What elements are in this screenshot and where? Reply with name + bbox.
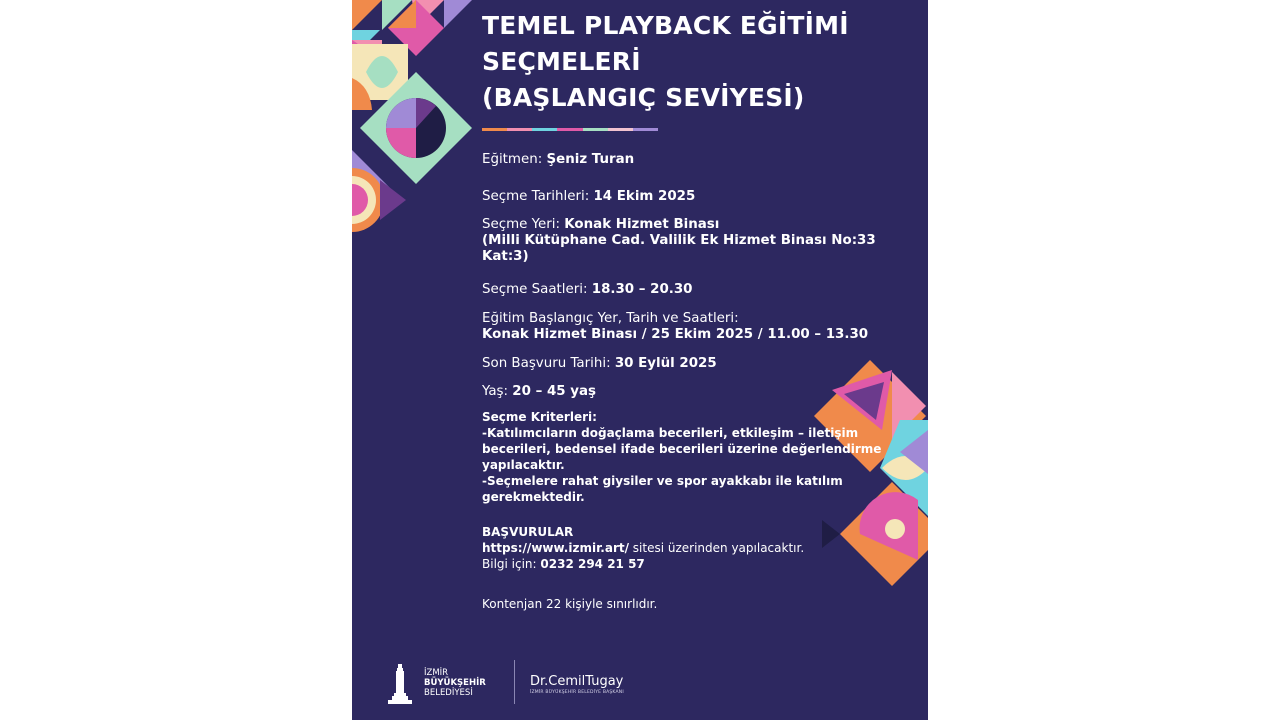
logo-line-3: BELEDİYESİ bbox=[424, 688, 473, 698]
footer-separator bbox=[514, 660, 515, 704]
logo-line-1: İZMİR bbox=[424, 668, 449, 678]
info-line bbox=[482, 556, 882, 572]
dates-value: 14 Ekim 2025 bbox=[593, 189, 696, 204]
training-start-label: Eğitim Başlangıç Yer, Tarih ve Saatleri: bbox=[482, 311, 739, 326]
title-line-1: TEMEL PLAYBACK EĞİTİMİ bbox=[482, 11, 849, 40]
selection-dates bbox=[482, 189, 695, 205]
age-label: Yaş: bbox=[482, 384, 509, 399]
poster bbox=[352, 0, 928, 720]
mayor-title: İZMİR BÜYÜKŞEHİR BELEDİYE BAŞKANI bbox=[530, 690, 624, 695]
instructor-label: Eğitmen: bbox=[482, 152, 543, 167]
deadline-label: Son Başvuru Tarihi: bbox=[482, 356, 611, 371]
divider-segment bbox=[608, 128, 633, 131]
venue-address-1: (Milli Kütüphane Cad. Valilik Ek Hizmet Binası No:33 bbox=[482, 233, 876, 248]
dates-label: Seçme Tarihleri: bbox=[482, 189, 590, 204]
poster-title bbox=[482, 8, 902, 116]
age-range bbox=[482, 384, 596, 400]
criteria-line: gerekmektedir. bbox=[482, 490, 585, 504]
title-line-2: SEÇMELERİ bbox=[482, 47, 641, 76]
criteria-heading: Seçme Kriterleri: bbox=[482, 410, 597, 424]
info-phone: 0232 294 21 57 bbox=[540, 557, 645, 571]
divider-segment bbox=[532, 128, 557, 131]
divider-segment bbox=[557, 128, 582, 131]
applications-url-suffix: sitesi üzerinden yapılacaktır. bbox=[628, 541, 805, 555]
selection-criteria bbox=[482, 409, 882, 505]
content bbox=[482, 8, 902, 611]
venue-label: Seçme Yeri: bbox=[482, 217, 561, 232]
instructor-value: Şeniz Turan bbox=[546, 152, 635, 167]
applications bbox=[482, 524, 882, 572]
criteria-line: -Seçmelere rahat giysiler ve spor ayakkabı ile katılım bbox=[482, 474, 843, 488]
instructor bbox=[482, 152, 634, 168]
logo-line-2: BÜYÜKŞEHİR bbox=[424, 678, 486, 688]
divider-segment bbox=[482, 128, 507, 131]
venue-value: Konak Hizmet Binası bbox=[564, 217, 720, 232]
mayor-signature: Dr.CemilTugay bbox=[530, 674, 624, 689]
criteria-line: yapılacaktır. bbox=[482, 458, 565, 472]
application-deadline bbox=[482, 356, 717, 372]
criteria-line: -Katılımcıların doğaçlama becerileri, etkileşim – iletişim bbox=[482, 426, 859, 440]
criteria-line: becerileri, bedensel ifade becerileri üzerine değerlendirme bbox=[482, 442, 882, 456]
training-start bbox=[482, 311, 868, 343]
hours-value: 18.30 – 20.30 bbox=[591, 282, 693, 297]
applications-url-line bbox=[482, 540, 882, 556]
training-start-value: Konak Hizmet Binası / 25 Ekim 2025 / 11.00 – 13.30 bbox=[482, 327, 869, 342]
info-label: Bilgi için: bbox=[482, 557, 541, 571]
deadline-value: 30 Eylül 2025 bbox=[614, 356, 717, 371]
divider-segment bbox=[507, 128, 532, 131]
title-line-3: (BAŞLANGIÇ SEVİYESİ) bbox=[482, 83, 805, 112]
divider-segment bbox=[583, 128, 608, 131]
venue-address-2: Kat:3) bbox=[482, 249, 529, 264]
hours-label: Seçme Saatleri: bbox=[482, 282, 588, 297]
age-value: 20 – 45 yaş bbox=[512, 384, 596, 399]
color-divider bbox=[482, 128, 658, 131]
footer bbox=[386, 656, 646, 708]
divider-segment bbox=[633, 128, 658, 131]
selection-hours bbox=[482, 282, 693, 298]
selection-venue bbox=[482, 217, 876, 265]
applications-heading: BAŞVURULAR bbox=[482, 525, 574, 539]
applications-url-link[interactable]: https://www.izmir.art/ bbox=[482, 541, 629, 555]
quota-note: Kontenjan 22 kişiyle sınırlıdır. bbox=[482, 597, 658, 611]
municipality-logo-text bbox=[424, 668, 486, 698]
